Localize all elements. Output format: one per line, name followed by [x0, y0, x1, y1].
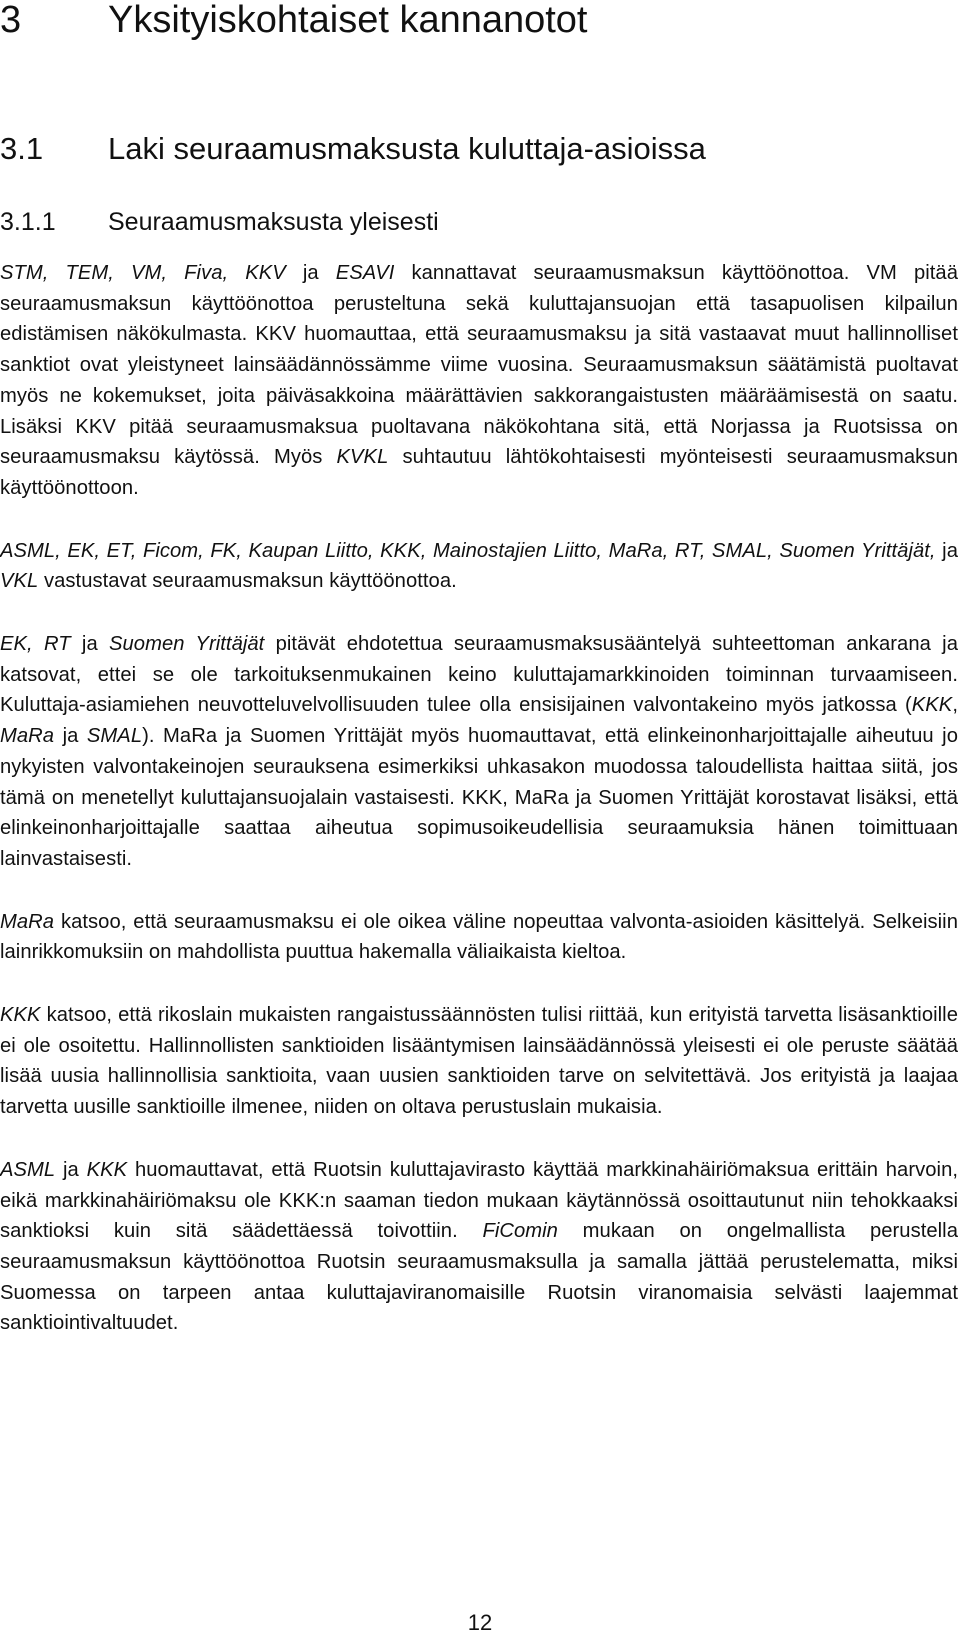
- heading-2-number: 3.1: [0, 131, 44, 166]
- italic-organization-name: ASML: [0, 1158, 56, 1181]
- text-segment: ja: [54, 725, 87, 748]
- italic-organization-name: FiComin: [482, 1220, 558, 1243]
- italic-organization-name: MaRa: [0, 910, 55, 933]
- text-segment: pitävät ehdotettua seuraamusmaksusääntelyä suhteettoman ankarana ja katsovat, ettei se ole tarkoituksenmukainen keino kuluttajamarkkinoiden toiminnan turvaamiseen. Kuluttaja-asiamiehen neuvotteluvelvollisuuden tulee olla ensisijainen valvontakeino myös jatkossa (: [0, 633, 958, 717]
- text-segment: ja: [935, 539, 958, 562]
- heading-2-title: Laki seuraamusmaksusta kuluttaja-asioissa: [108, 131, 706, 166]
- italic-organization-name: KVKL: [336, 446, 389, 469]
- heading-3-number: 3.1.1: [0, 208, 56, 236]
- text-segment: ). MaRa ja Suomen Yrittäjät myös huomauttavat, että elinkeinonharjoittajalle aiheutuu jo nykyisten valvontakeinojen seurauksena esimerkiksi uhkasakon muodossa taloudellista haittaa siitä, jos tämä on menetellyt kuluttajansuojalain vastaisesti. KKK, MaRa ja Suomen Yrittäjät korostavat lisäksi, että elinkeinonharjoittajalle saattaa aiheutua sopimusoikeudellisia seuraamuksia hänen toimittuaan lainvastaisesti.: [0, 725, 958, 870]
- italic-organization-name: Suomen Yrittäjät: [109, 633, 265, 656]
- paragraph: [0, 1000, 958, 1123]
- paragraph: [0, 258, 958, 504]
- page-number: 12: [467, 1610, 493, 1635]
- heading-level-1: [0, 0, 958, 42]
- italic-organization-name: KKK: [0, 1004, 41, 1027]
- italic-organization-name: KKK: [86, 1158, 128, 1181]
- italic-organization-name: MaRa: [0, 725, 55, 748]
- text-segment: ja: [70, 633, 110, 656]
- italic-organization-name: KKK: [911, 694, 953, 717]
- paragraph: [0, 907, 958, 968]
- text-segment: vastustavat seuraamusmaksun käyttöönottoa.: [38, 570, 457, 593]
- italic-organization-name: VKL: [0, 570, 39, 593]
- text-segment: kannattavat seuraamusmaksun käyttöönottoa. VM pitää seuraamusmaksun käyttöönottoa perusteltuna sekä kuluttajansuojan että tasapuolisen kilpailun edistämisen näkökulmasta. KKV huomauttaa, että seuraamusmaksu ja sitä vastaavat muut hallinnolliset sanktiot ovat yleistyneet lainsäädännössämme viime vuosina. Seuraamusmaksun säätämistä puoltavat myös ne kokemukset, joita päiväsakkoina määrättävien sakkorangaistusten määräämisestä on saatu. Lisäksi KKV pitää seuraamusmaksua puoltavana näkökohtana sitä, että Norjassa ja Ruotsissa on seuraamusmaksu käytössä. Myös: [0, 262, 958, 469]
- heading-level-3: [0, 206, 958, 238]
- heading-level-2: [0, 130, 958, 168]
- text-segment: suhtautuu lähtökohtaisesti myönteisesti seuraamusmaksun käyttöönottoon.: [0, 446, 958, 499]
- paragraph: [0, 629, 958, 875]
- paragraph: [0, 1155, 958, 1339]
- italic-organization-name: EK, RT: [0, 633, 71, 656]
- body-text: [0, 258, 958, 1371]
- text-segment: ja: [55, 1158, 87, 1181]
- text-segment: ja: [285, 262, 336, 284]
- heading-1-title: Yksityiskohtaiset kannanotot: [108, 0, 588, 41]
- italic-organization-name: ASML, EK, ET, Ficom, FK, Kaupan Liitto, KKK, Mainostajien Liitto, MaRa, RT, SMAL, Suomen Yrittäjät,: [0, 539, 936, 562]
- heading-3-title: Seuraamusmaksusta yleisesti: [108, 208, 439, 236]
- italic-organization-name: ESAVI: [335, 262, 395, 284]
- text-segment: mukaan on ongelmallista perustella seuraamusmaksun käyttöönottoa Ruotsin seuraamusmaksulla ja samalla jättää perustelematta, miksi Suomessa on tarpeen antaa kuluttajaviranomaisille Ruotsin viranomaisia selvästi laajemmat sanktiointivaltuudet.: [0, 1220, 958, 1335]
- text-segment: huomauttavat, että Ruotsin kuluttajavirasto käyttää markkinahäiriömaksua erittäin harvoin, eikä markkinahäiriömaksu ole KKK:n saaman tiedon mukaan käytännössä osoittautunut niin tehokkaaksi sanktioksi kuin sitä säädettäessä toivottiin.: [0, 1158, 959, 1243]
- text-segment: katsoo, että rikoslain mukaisten rangaistussäännösten tulisi riittää, kun erityistä tarvetta lisäsanktioille ei ole osoitettu. Hallinnollisten sanktioiden lisääntymisen lainsäädännössä yleisesti ei ole peruste säätää lisää uusia hallinnollisia sanktioita, vaan uusien sanktioiden tarve on selvitettävä. Jos erityistä ja laajaa tarvetta uusille sanktioille ilmenee, niiden on oltava perustuslain mukaisia.: [0, 1004, 958, 1119]
- italic-organization-name: STM, TEM, VM, Fiva, KKV: [0, 262, 286, 284]
- text-segment: katsoo, että seuraamusmaksu ei ole oikea väline nopeuttaa valvonta-asioiden käsittelyä. Selkeisiin lainrikkomuksiin on mahdollista puuttua hakemalla väliaikaista kieltoa.: [0, 910, 958, 964]
- text-segment: ,: [952, 694, 958, 717]
- heading-1-number: 3: [0, 0, 22, 41]
- italic-organization-name: SMAL: [86, 725, 143, 748]
- paragraph: [0, 536, 958, 597]
